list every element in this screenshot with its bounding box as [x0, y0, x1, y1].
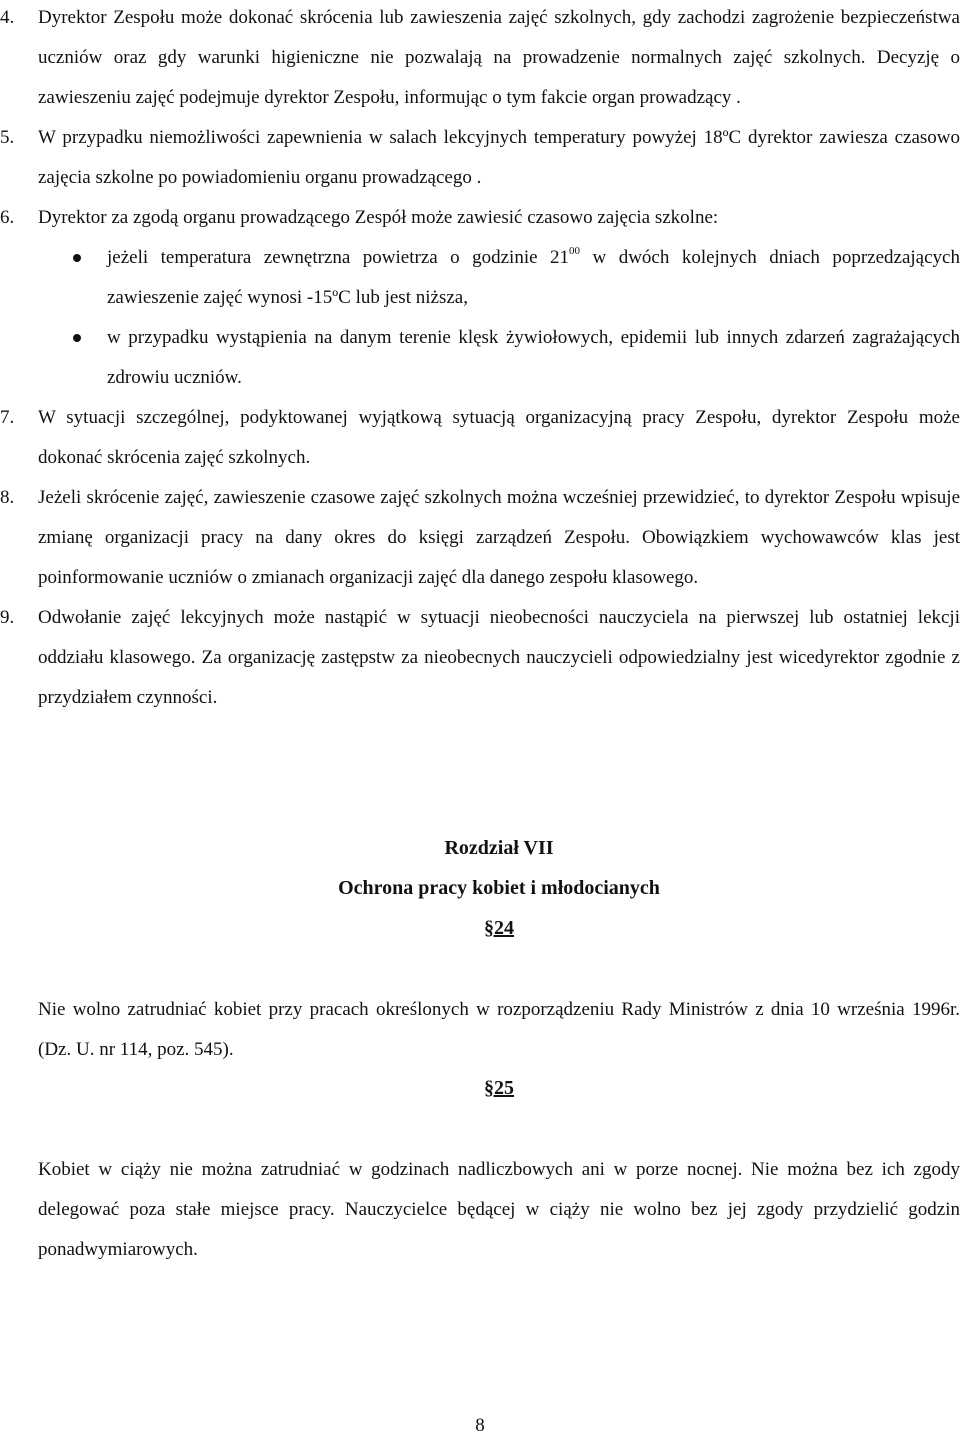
bullet-item-temperature	[38, 238, 960, 318]
item-number: 4.	[0, 7, 15, 28]
list-item-6	[0, 198, 960, 238]
list-item-8	[0, 478, 960, 598]
bullet-text-start: jeżeli temperatura zewnętrzna powietrza o godzinie 21	[107, 247, 570, 268]
list-item-4	[0, 0, 960, 118]
bullet-text: w przypadku wystąpienia na danym terenie klęsk żywiołowych, epidemii lub innych zdarzeń zagrażających zdrowiu uczniów.	[107, 327, 960, 388]
page-number: 8	[475, 1415, 485, 1436]
item-number: 6.	[0, 207, 15, 228]
item-number: 8.	[0, 487, 15, 508]
section-mark-25: §25	[484, 1077, 514, 1099]
chapter-subtitle: Ochrona pracy kobiet i młodocianych	[338, 877, 660, 899]
bullet-list	[38, 238, 960, 398]
item-text: Jeżeli skrócenie zajęć, zawieszenie czasowe zajęć szkolnych można wcześniej przewidzieć, to dyrektor Zespołu wpisuje zmianę organizacji pracy na dany okres do księgi zarządzeń Zespołu. Obowiązkiem wychowawców klas jest poinformowanie uczniów o zmianach organizacji zajęć dla danego zespołu klasowego.	[38, 487, 960, 588]
list-item-9	[0, 598, 960, 718]
section-24-text: Nie wolno zatrudniać kobiet przy pracach określonych w rozporządzeniu Rady Ministrów z dnia 10 września 1996r. (Dz. U. nr 114, poz. 545).	[38, 999, 960, 1060]
item-number: 9.	[0, 607, 15, 628]
list-item-7	[0, 398, 960, 478]
bullet-item-disasters	[38, 318, 960, 398]
bullet-icon	[73, 254, 81, 262]
bullet-icon	[73, 334, 81, 342]
item-text: Dyrektor za zgodą organu prowadzącego Zespół może zawiesić czasowo zajęcia szkolne:	[38, 207, 719, 228]
item-number: 7.	[0, 407, 15, 428]
item-number: 5.	[0, 127, 15, 148]
list-item-5	[0, 118, 960, 198]
numbered-list	[0, 0, 960, 718]
section-25-text: Kobiet w ciąży nie można zatrudniać w godzinach nadliczbowych ani w porze nocnej. Nie można bez ich zgody delegować poza stałe miejsce pracy. Nauczycielce będącej w ciąży nie wolno bez jej zgody przydzielić godzin ponadwymiarowych.	[38, 1159, 960, 1260]
chapter-title: Rozdział VII	[444, 837, 554, 859]
section-mark-24: §24	[484, 917, 514, 939]
item-text: Dyrektor Zespołu może dokonać skrócenia lub zawieszenia zajęć szkolnych, gdy zachodzi zagrożenie bezpieczeństwa uczniów oraz gdy warunki higieniczne nie pozwalają na prowadzenie normalnych zajęć szkolnych. Decyzję o zawieszeniu zajęć podejmuje dyrektor Zespołu, informując o tym fakcie organ prowadzący .	[38, 7, 960, 108]
superscript-hour: 00	[569, 245, 581, 257]
item-text: W przypadku niemożliwości zapewnienia w salach lekcyjnych temperatury powyżej 18ºC dyrektor zawiesza czasowo zajęcia szkolne po powiadomieniu organu prowadzącego .	[38, 127, 960, 188]
item-text: W sytuacji szczególnej, podyktowanej wyjątkową sytuacją organizacyjną pracy Zespołu, dyrektor Zespołu może dokonać skrócenia zajęć szkolnych.	[38, 407, 960, 468]
bullet-text-end: w dwóch kolejnych dniach poprzedzających zawieszenie zajęć wynosi -15ºC lub jest niższa,	[107, 247, 960, 308]
item-text: Odwołanie zajęć lekcyjnych może nastąpić w sytuacji nieobecności nauczyciela na pierwszej lub ostatniej lekcji oddziału klasowego. Za organizację zastępstw za nieobecnych nauczycieli odpowiedzialny jest wicedyrektor zgodnie z przydziałem czynności.	[38, 607, 960, 708]
